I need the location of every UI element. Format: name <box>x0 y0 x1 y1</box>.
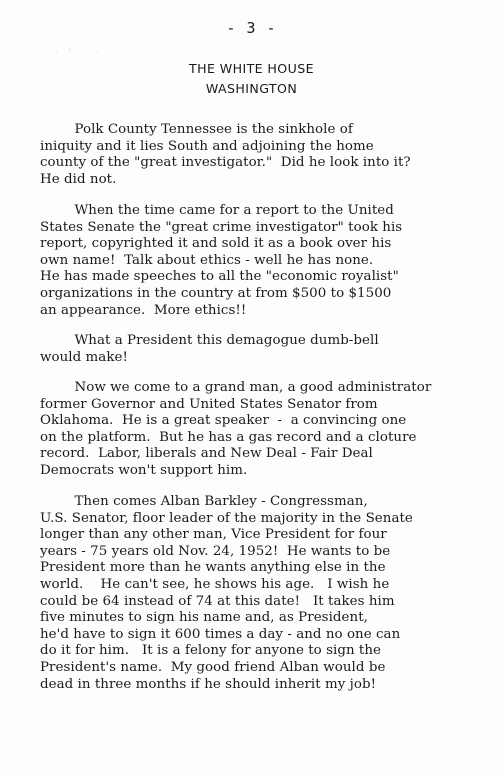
text-line: organizations in the country at from $500 to $1500 <box>40 285 392 301</box>
text-line: former Governor and United States Senator from <box>40 396 378 412</box>
text-line: Polk County Tennessee is the sinkhole of <box>40 122 353 137</box>
text-line: longer than any other man, Vice President for four <box>40 527 387 543</box>
text-line: world. He can't see, he shows his age. I wish he <box>40 576 390 592</box>
paragraph-senate-report <box>40 203 498 319</box>
text-line: years - 75 years old Nov. 24, 1952! He wants to be <box>40 543 391 559</box>
letterhead-location: WASHINGTON <box>205 81 298 96</box>
text-line: on the platform. But he has a gas record and a cloture <box>40 429 417 445</box>
text-line: record. Labor, liberals and New Deal - Fair Deal <box>40 446 373 462</box>
text-line: States Senate the "great crime investigator" took his <box>40 219 403 235</box>
text-line: dead in three months if he should inherit my job! <box>40 676 377 692</box>
text-line: report, copyrighted it and sold it as a book over his <box>40 236 392 252</box>
text-line: Democrats won't support him. <box>40 462 248 478</box>
page-number: - 3 - <box>226 19 277 37</box>
text-line: Oklahoma. He is a great speaker - a convincing one <box>40 413 407 429</box>
text-line: He has made speeches to all the "economic royalist" <box>40 269 399 285</box>
paragraph-polk-county <box>40 122 498 188</box>
text-line: When the time came for a report to the United <box>40 203 394 218</box>
text-line: What a President this demagogue dumb-bell <box>40 333 379 348</box>
text-line: could be 64 instead of 74 at this date! It takes him <box>40 593 395 609</box>
text-line: President more than he wants anything else in the <box>40 560 386 576</box>
paragraph-demagogue <box>40 333 498 366</box>
text-line: five minutes to sign his name and, as President, <box>40 610 368 626</box>
text-line: do it for him. It is a felony for anyone to sign the <box>40 643 382 659</box>
paper-smudge: · ‘ ˙ · <box>55 48 103 57</box>
letterhead <box>0 59 503 99</box>
text-line: county of the "great investigator." Did he look into it? <box>40 155 411 171</box>
text-line: President's name. My good friend Alban would be <box>40 659 386 675</box>
text-line: own name! Talk about ethics - well he has none. <box>40 252 374 268</box>
text-line: Now we come to a grand man, a good administrator <box>40 380 432 395</box>
letterhead-title: THE WHITE HOUSE <box>189 61 314 76</box>
text-line: Then comes Alban Barkley - Congressman, <box>40 494 368 509</box>
paragraph-barkley <box>40 494 498 693</box>
text-line: an appearance. More ethics!! <box>40 302 247 318</box>
text-line: iniquity and it lies South and adjoining the home <box>40 138 374 154</box>
paragraph-oklahoma <box>40 380 498 480</box>
text-line: would make! <box>40 349 128 365</box>
text-line: U.S. Senator, floor leader of the majority in the Senate <box>40 510 413 526</box>
text-line: He did not. <box>40 171 117 187</box>
text-line: he'd have to sign it 600 times a day - and no one can <box>40 626 401 642</box>
